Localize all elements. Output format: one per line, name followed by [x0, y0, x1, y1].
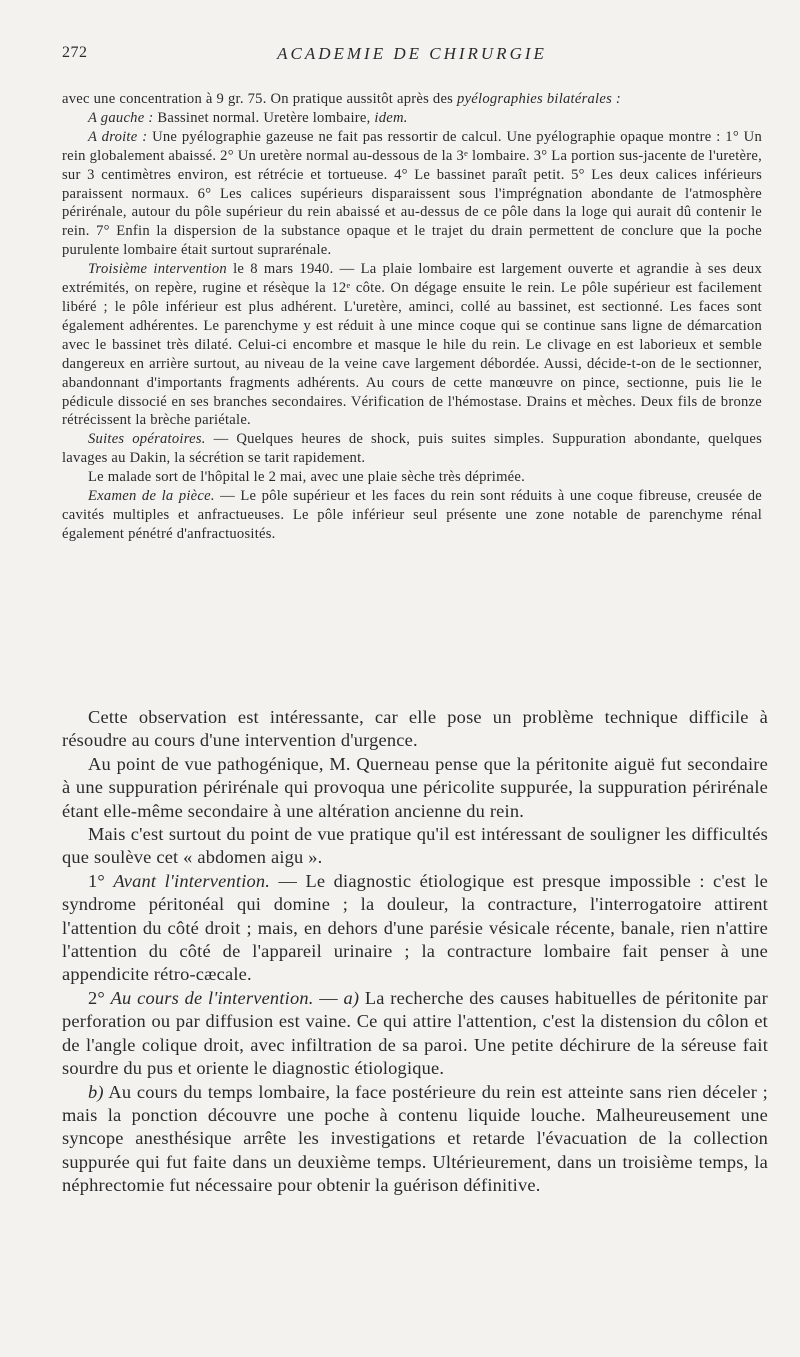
observation-paragraph: A gauche : Bassinet normal. Uretère lombaire, idem.: [88, 109, 408, 126]
observation-paragraph: Suites opératoires. — Quelques heures de shock, puis suites simples. Suppuration abondante, quelques lavages au Dakin, la sécrétion se tarit rapidement.: [62, 431, 763, 467]
commentary-paragraph: b) Au cours du temps lombaire, la face postérieure du rein est atteinte sans rien déceler ; mais la ponction découvre une poche à contenu liquide louche. Malheureusement une syncope anesthésique arrête les investigations et retarde l'évacuation de la collection suppurée qui fut faite dans un deuxième temps. Ultérieurement, dans un troisième temps, la néphrectomie fut nécessaire pour obtenir la guérison définitive.: [62, 1081, 768, 1196]
page-header: [62, 44, 762, 68]
observation-paragraph: Troisième intervention le 8 mars 1940. — La plaie lombaire est largement ouverte et agrandie à ses deux extrémités, on repère, rugine et résèque la 12ᵉ côte. On dégage ensuite le rein. Le pôle supérieur est facilement libéré ; le pôle inférieur est plus adhérent. L'uretère, aminci, collé au bassinet, est sectionné. Les faces sont également adhérentes. Le parenchyme y est réduit à une mince coque qui se continue sans ligne de démarcation avec le bassinet très dilaté. Celui-ci encombre et masque le hile du rein. Le clivage en est laborieux et semble dangereux en arrière surtout, au niveau de la veine cave largement débordée. Aussi, décide-t-on de le sectionner, abandonnant d'importants fragments adhérents. Au cours de cette manœuvre on pince, sectionne, puis lie le pédicule dissocié en ses branches secondaires. Vérification de l'hémostase. Drains et mèches. Deux fils de bronze rétrécissent la brèche pariétale.: [62, 261, 762, 429]
running-title: ACADEMIE DE CHIRURGIE: [277, 44, 547, 63]
case-observation: [62, 90, 762, 544]
commentary-paragraph: 2° Au cours de l'intervention. — a) La recherche des causes habituelles de péritonite par perforation ou par diffusion est vaine. Ce qui attire l'attention, c'est la distension du côlon et de l'angle colique droit, avec infiltration de sa paroi. Une petite déchirure de la séreuse fait sourdre du pus et oriente le diagnostic étiologique.: [62, 987, 768, 1079]
commentary-paragraph: Cette observation est intéressante, car elle pose un problème technique difficile à résoudre au cours d'une intervention d'urgence.: [62, 707, 768, 751]
page-number: 272: [62, 44, 88, 61]
observation-paragraph: Examen de la pièce. — Le pôle supérieur et les faces du rein sont réduits à une coque fibreuse, creusée de cavités multiples et anfractueuses. Le pôle inférieur seul présente une zone notable de parenchyme rénal également pénétré d'anfractuosités.: [62, 488, 762, 542]
commentary-paragraph: Au point de vue pathogénique, M. Querneau pense que la péritonite aiguë fut secondaire à une suppuration périrénale qui provoqua une péricolite suppurée, la suppuration périrénale étant elle-même secondaire à une altération ancienne du rein.: [62, 753, 768, 821]
commentary-paragraph: 1° Avant l'intervention. — Le diagnostic étiologique est presque impossible : c'est le syndrome péritonéal qui domine ; la douleur, la contracture, l'interrogatoire attirent l'attention du côté droit ; mais, en dehors d'une parésie vésicale récente, banale, rien n'attire l'attention du côté de l'appareil urinaire ; la contracture lombaire fait penser à une appendicite rétro-cæcale.: [62, 870, 768, 985]
observation-paragraph: Le malade sort de l'hôpital le 2 mai, avec une plaie sèche très déprimée.: [88, 469, 526, 486]
observation-paragraph: A droite : Une pyélographie gazeuse ne fait pas ressortir de calcul. Une pyélographie opaque montre : 1° Un rein globalement abaissé. 2° Un uretère normal au-dessous de la 3ᵉ lombaire. 3° La portion sus-jacente de l'uretère, sur 3 centimètres environ, est rétrécie et tortueuse. 4° Le bassinet paraît petit. 5° Les deux calices inférieurs paraissent normaux. 6° Les calices supérieurs disparaissent sous l'imprégnation abondante de l'atmosphère périrénale, autour du pôle supérieur du rein abaissé et au-dessus de ce pôle dans la loge qui aurait dû contenir le rein. 7° Enfin la dispersion de la substance opaque et le trajet du drain permettent de conclure que la poche purulente lombaire était surtout suprarénale.: [62, 128, 762, 259]
observation-paragraph: avec une concentration à 9 gr. 75. On pratique aussitôt après des pyélographies bilatérales :: [62, 91, 622, 107]
commentary: [62, 706, 768, 1198]
commentary-paragraph: Mais c'est surtout du point de vue pratique qu'il est intéressant de souligner les difficultés que soulève cet « abdomen aigu ».: [62, 824, 768, 868]
